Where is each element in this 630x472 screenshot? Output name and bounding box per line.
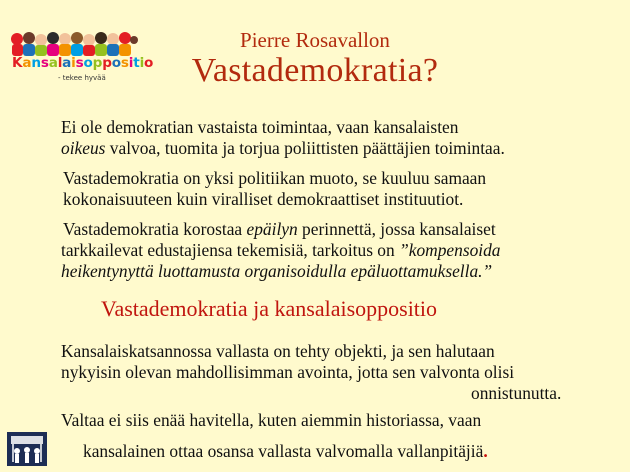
section-heading: Vastademokratia ja kansalaisoppositio [101,296,438,321]
paragraph-3 [61,219,501,282]
protest-badge-icon [7,432,47,466]
paragraph-4-line-1: Kansalaiskatsannossa vallasta on tehty objekti, ja sen halutaan [61,341,495,361]
logo-letter: p [102,55,112,71]
logo-letter: i [128,55,134,71]
paragraph-2-line-1: Vastademokratia on yksi politiikan muoto, se kuuluu samaan [63,168,487,188]
paragraph-5-text: kansalainen ottaa osansa vallasta valvomalla vallanpitäjiä [83,441,484,461]
logo-letter: p [92,55,103,71]
paragraph-1-line-2 [61,138,505,159]
logo-letter: s [120,55,129,71]
logo-letter: a [48,55,58,71]
paragraph-5 [61,410,488,462]
paragraph-3-line-1 [61,219,501,240]
logo-letter: o [144,55,154,71]
paragraph-4 [61,341,561,404]
logo-letter: a [22,55,32,71]
logo-letter: s [40,55,49,71]
paragraph-1-line-2-rest: valvoa, tuomita ja torjua poliittisten päättäjien toimintaa. [105,138,505,158]
paragraph-3-text-a: Vastademokratia korostaa [63,219,247,239]
paragraph-3-line-3 [61,261,501,282]
paragraph-5-line-1: Valtaa ei siis enää havitella, kuten aiemmin historiassa, vaan [61,410,482,430]
page-title: Vastademokratia? [191,52,439,89]
red-dot: . [483,441,488,461]
logo-letter: s [75,55,84,71]
emphasis-epailyn: epäilyn [246,219,298,239]
logo-letter: i [71,55,76,71]
logo-tagline: - tekee hyvää [58,74,106,82]
logo-letter: i [139,55,145,71]
logo-letter: o [83,55,93,71]
paragraph-3-text-c: tarkkailevat edustajiensa tekemisiä, tarkoitus on [61,240,400,260]
emphasis-quote-end: heikentynyttä luottamusta organisoidulla epäluottamuksella.” [61,261,493,281]
paragraph-3-text-b: perinnettä, jossa kansalaiset [297,219,496,239]
logo-letter: l [57,55,63,71]
logo-letter: a [62,55,72,71]
logo-letter: K [12,55,23,71]
paragraph-3-line-2 [61,240,501,261]
paragraph-2-line-2: kokonaisuuteen kuin viralliset demokraattiset instituutiot. [63,189,464,209]
logo-letter: t [133,55,140,71]
paragraph-5-line-2 [61,441,488,462]
author-subtitle: Pierre Rosavallon [240,28,390,52]
paragraph-4-line-2: nykyisin olevan mahdollisimman avointa, jotta sen valvonta olisi [61,362,515,382]
paragraph-4-line-3: onnistunutta. [471,383,562,403]
protest-figures-icon [7,432,47,466]
paragraph-2 [63,168,486,210]
logo-letter: n [31,55,41,71]
paragraph-1-line-1: Ei ole demokratian vastaista toimintaa, vaan kansalaisten [61,117,459,137]
logo-letter: o [111,55,121,71]
emphasis-quote-start: ”kompensoida [399,240,501,260]
emphasis-oikeus: oikeus [61,138,106,158]
paragraph-1 [61,117,505,159]
